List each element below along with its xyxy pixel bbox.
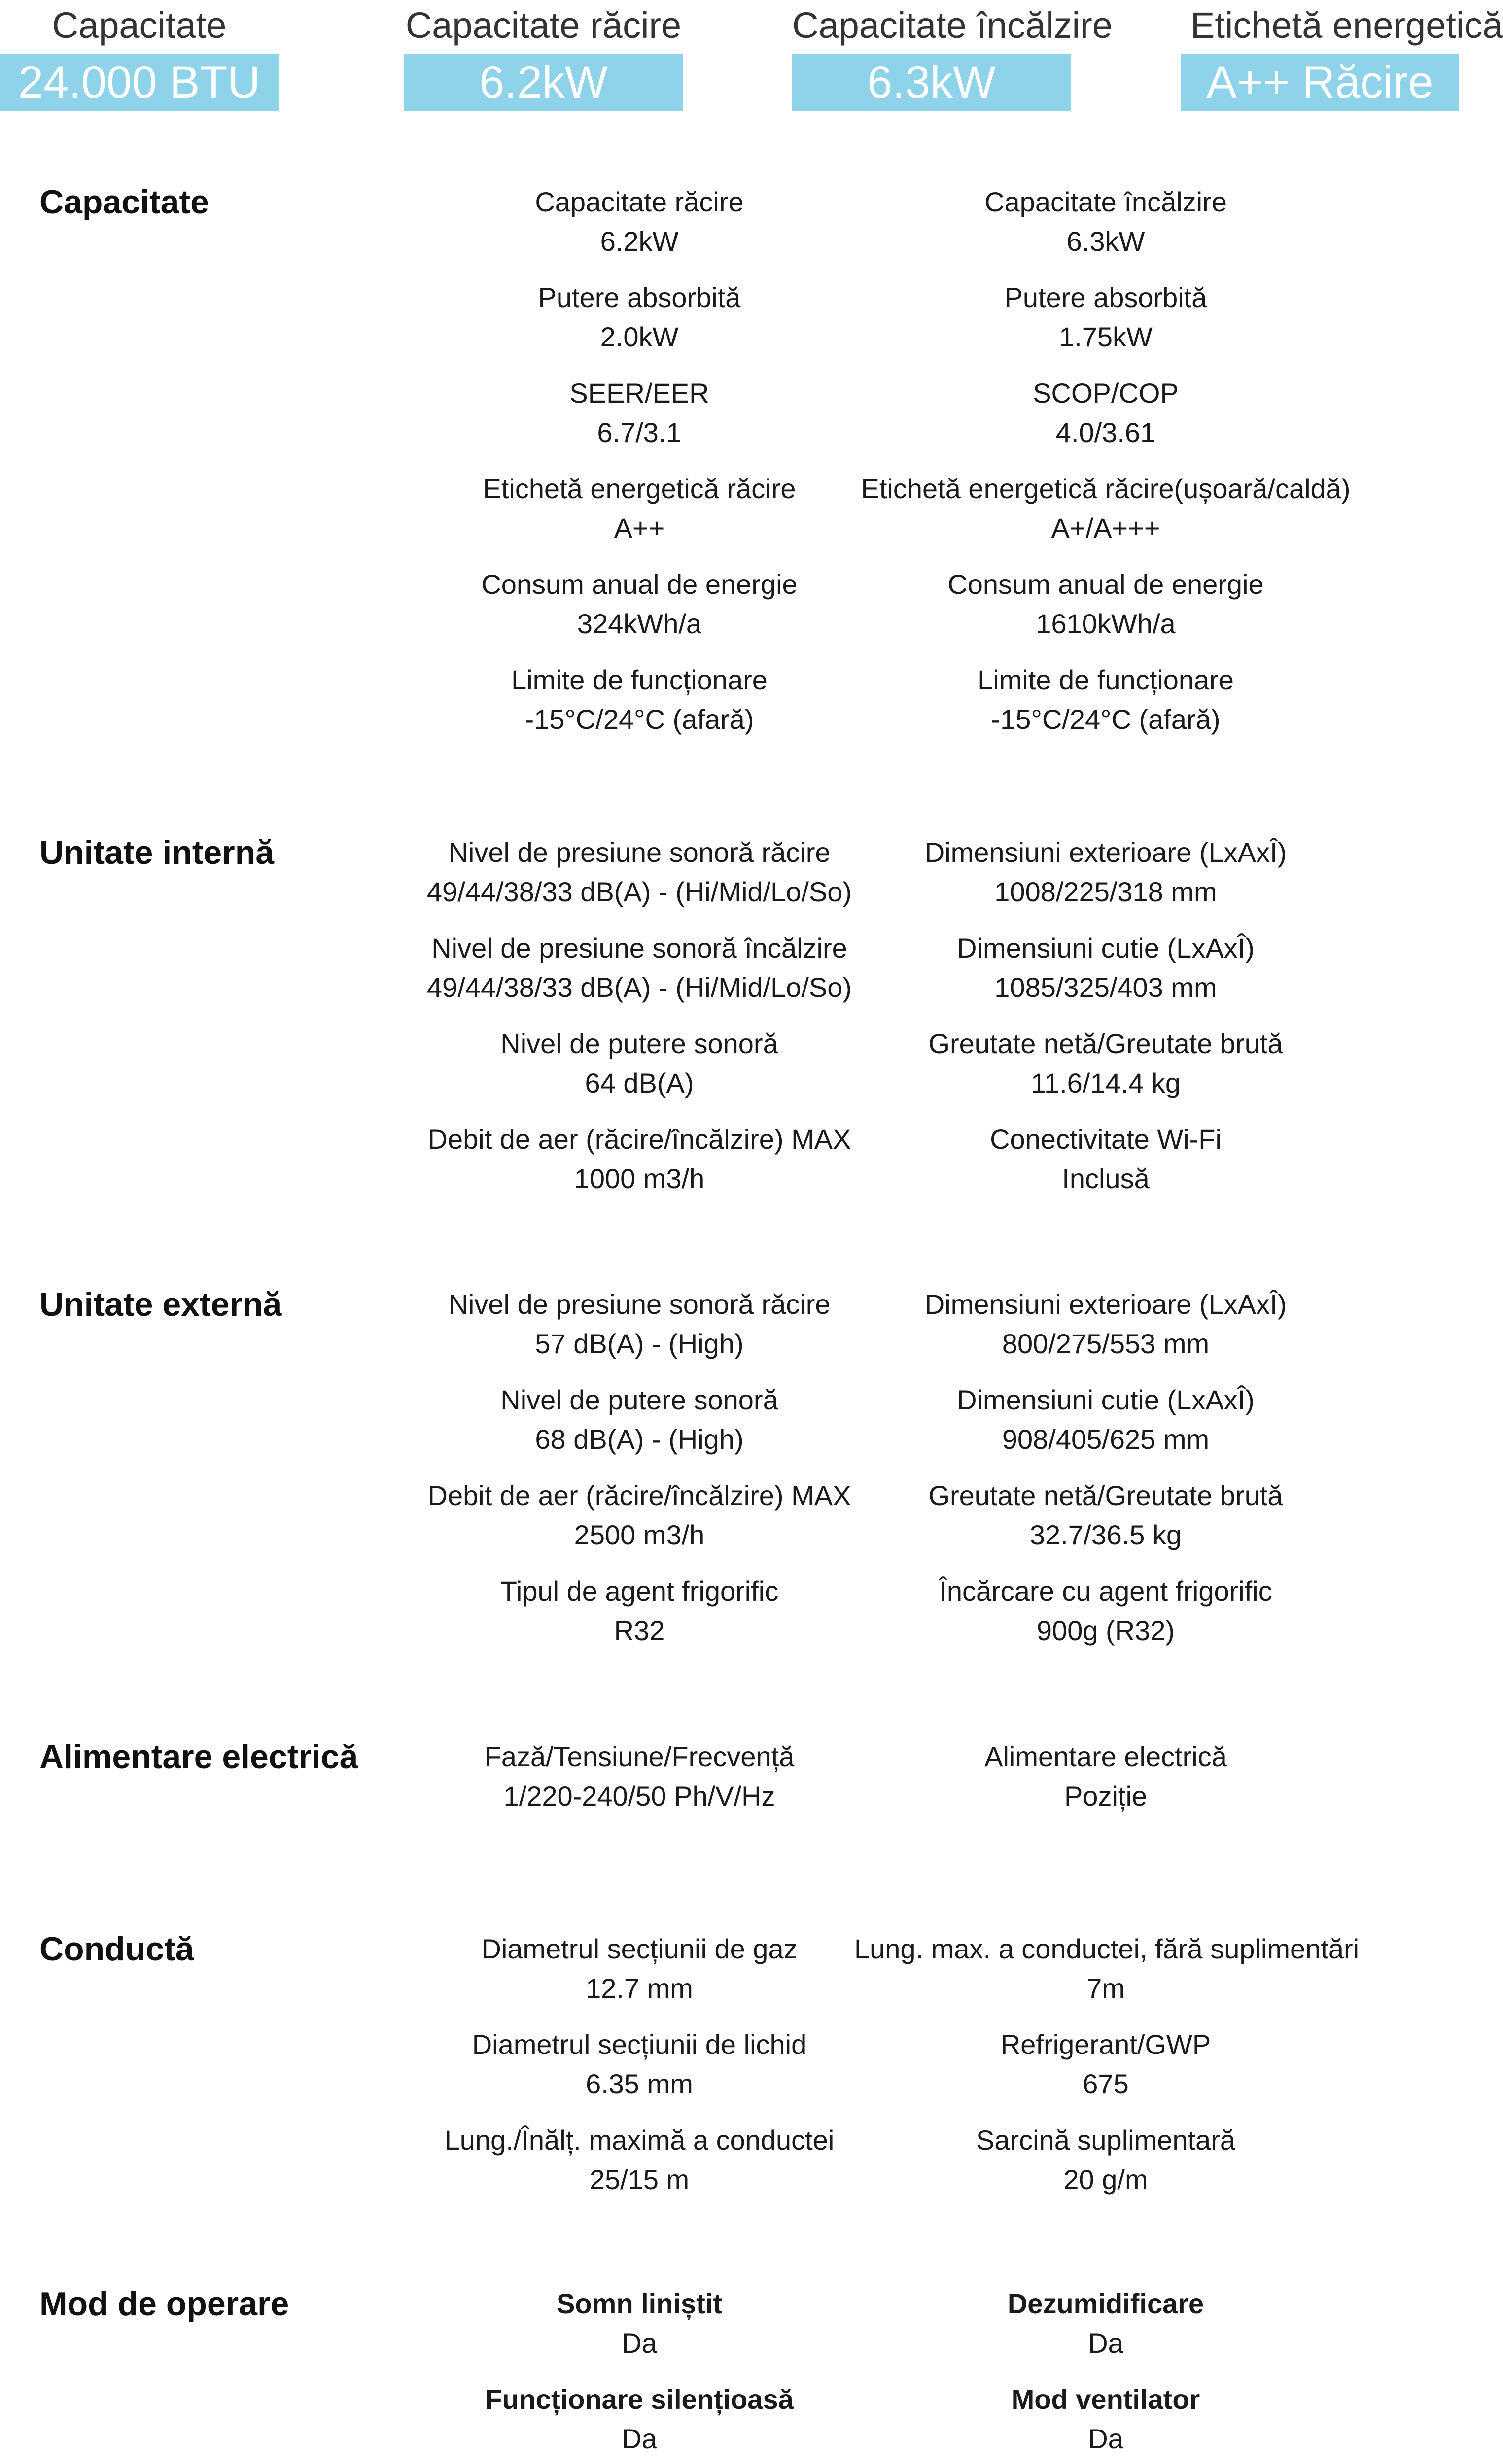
spec-label: Capacitate încălzire	[984, 186, 1227, 217]
spec-item	[854, 1572, 1357, 1667]
spec-label: SCOP/COP	[1033, 377, 1179, 409]
spec-label: Refrigerant/GWP	[1000, 2029, 1211, 2060]
spec-item	[854, 469, 1357, 565]
spec-label: Conectivitate Wi-Fi	[990, 1124, 1222, 1155]
spec-item	[388, 1380, 891, 1476]
spec-column-right	[854, 182, 1357, 756]
spec-value: Da	[1088, 2327, 1123, 2359]
spec-value: 1085/325/403 mm	[994, 972, 1217, 1003]
spec-item	[388, 278, 891, 374]
spec-value: -15°C/24°C (afară)	[991, 704, 1221, 735]
spec-label: Nivel de presiune sonoră răcire	[448, 1289, 831, 1320]
spec-value: 1000 m3/h	[574, 1163, 705, 1194]
spec-label: Nivel de presiune sonoră răcire	[448, 837, 831, 868]
spec-item	[388, 2121, 891, 2216]
spec-item	[388, 182, 891, 278]
spec-item	[854, 565, 1357, 660]
summary-label: Etichetă energetică	[1190, 5, 1503, 46]
spec-column-left	[388, 182, 891, 756]
spec-item	[388, 833, 891, 928]
section-title: Conductă	[39, 1930, 194, 1968]
spec-item	[854, 278, 1357, 374]
spec-label: Etichetă energetică răcire(ușoară/caldă)	[861, 473, 1351, 504]
spec-item	[388, 928, 891, 1024]
spec-item	[854, 1120, 1357, 1215]
spec-value: 12.7 mm	[586, 1973, 693, 2004]
spec-value: 11.6/14.4 kg	[1030, 1067, 1181, 1098]
spec-column-right	[854, 1285, 1357, 1667]
spec-value: Da	[622, 2327, 657, 2359]
spec-label: Lung. max. a conductei, fără suplimentări	[854, 1933, 1360, 1964]
spec-item	[388, 2380, 891, 2464]
spec-item	[854, 2025, 1357, 2121]
spec-value: 49/44/38/33 dB(A) - (Hi/Mid/Lo/So)	[426, 876, 852, 907]
spec-label: Dimensiuni exterioare (LxAxÎ)	[924, 1289, 1287, 1320]
spec-value: A+/A+++	[1051, 513, 1160, 544]
spec-value: 2500 m3/h	[574, 1519, 705, 1550]
summary-value-badge: 6.3kW	[792, 54, 1071, 111]
spec-label: Debit de aer (răcire/încălzire) MAX	[427, 1124, 851, 1155]
spec-value: 7m	[1086, 1973, 1125, 2004]
spec-item	[388, 1476, 891, 1572]
spec-value: 800/275/553 mm	[1002, 1328, 1210, 1359]
spec-value: 675	[1083, 2068, 1129, 2099]
spec-label: Diametrul secțiunii de lichid	[472, 2029, 807, 2060]
spec-label: Etichetă energetică răcire	[483, 473, 796, 504]
spec-column-left	[388, 833, 891, 1215]
spec-label: Limite de funcționare	[978, 664, 1234, 695]
spec-item	[854, 374, 1357, 469]
spec-label: Dimensiuni exterioare (LxAxÎ)	[924, 837, 1287, 868]
spec-value: 324kWh/a	[577, 608, 702, 639]
spec-item	[388, 1024, 891, 1120]
spec-label: Greutate netă/Greutate brută	[928, 1480, 1283, 1511]
spec-item	[854, 1024, 1357, 1120]
spec-value: 25/15 m	[589, 2164, 690, 2195]
spec-item	[854, 1737, 1357, 1833]
spec-value: 900g (R32)	[1036, 1615, 1175, 1646]
spec-item	[388, 1120, 891, 1215]
spec-column-right	[854, 1737, 1357, 1833]
summary-capacitate	[0, 0, 279, 111]
spec-item	[388, 1737, 891, 1833]
spec-value: -15°C/24°C (afară)	[524, 704, 754, 735]
summary-capacitate-incalzire	[792, 0, 1113, 111]
section-title: Unitate internă	[39, 834, 275, 871]
spec-label: Lung./Înălț. maximă a conductei	[444, 2124, 835, 2156]
spec-item	[854, 182, 1357, 278]
spec-value: 32.7/36.5 kg	[1029, 1519, 1182, 1550]
spec-label: SEER/EER	[569, 377, 709, 409]
spec-value: R32	[614, 1615, 665, 1646]
spec-label: Nivel de presiune sonoră încălzire	[431, 932, 847, 963]
summary-label: Capacitate răcire	[405, 5, 682, 46]
spec-value: 6.7/3.1	[597, 417, 682, 448]
summary-capacitate-racire	[404, 0, 683, 111]
summary-value-badge: 24.000 BTU	[0, 54, 279, 111]
spec-label: Greutate netă/Greutate brută	[928, 1028, 1283, 1059]
spec-item	[854, 928, 1357, 1024]
spec-value: 49/44/38/33 dB(A) - (Hi/Mid/Lo/So)	[426, 972, 852, 1003]
spec-value: 68 dB(A) - (High)	[535, 1424, 744, 1455]
spec-label: Funcționare silențioasă	[485, 2384, 794, 2415]
spec-item	[388, 1572, 891, 1667]
spec-item	[388, 374, 891, 469]
spec-label: Dimensiuni cutie (LxAxÎ)	[957, 932, 1255, 963]
spec-item	[854, 2284, 1357, 2380]
spec-label: Sarcină suplimentară	[976, 2124, 1236, 2156]
spec-value: Da	[622, 2423, 657, 2454]
spec-item	[388, 1929, 891, 2025]
spec-item	[854, 2380, 1357, 2464]
spec-label: Dimensiuni cutie (LxAxÎ)	[957, 1384, 1255, 1415]
spec-column-right	[854, 1929, 1360, 2216]
spec-value: 2.0kW	[600, 321, 679, 352]
spec-label: Putere absorbită	[538, 282, 741, 313]
spec-value: 57 dB(A) - (High)	[535, 1328, 744, 1359]
spec-label: Alimentare electrică	[984, 1741, 1227, 1772]
spec-item	[854, 2121, 1357, 2216]
spec-value: 1/220-240/50 Ph/V/Hz	[503, 1780, 775, 1812]
spec-item	[854, 833, 1357, 928]
spec-label: Somn liniștit	[557, 2288, 722, 2319]
spec-value: Da	[1088, 2423, 1123, 2454]
summary-value-badge: 6.2kW	[404, 54, 683, 111]
spec-label: Nivel de putere sonoră	[500, 1384, 778, 1415]
summary-value-badge: A++ Răcire	[1181, 54, 1459, 111]
spec-label: Capacitate răcire	[535, 186, 744, 217]
spec-column-right	[854, 833, 1357, 1215]
spec-value: 1610kWh/a	[1036, 608, 1176, 639]
spec-column-left	[388, 1737, 891, 1833]
section-title: Capacitate	[39, 183, 209, 221]
spec-label: Consum anual de energie	[481, 569, 798, 600]
spec-label: Debit de aer (răcire/încălzire) MAX	[427, 1480, 851, 1511]
spec-column-right	[854, 2284, 1357, 2464]
spec-value: 1.75kW	[1059, 321, 1153, 352]
spec-label: Fază/Tensiune/Frecvență	[484, 1741, 795, 1772]
section-title: Unitate externă	[39, 1286, 282, 1323]
spec-item	[388, 2284, 891, 2380]
spec-value: 6.35 mm	[586, 2068, 693, 2099]
spec-column-left	[388, 1285, 891, 1667]
spec-label: Limite de funcționare	[511, 664, 768, 695]
summary-label: Capacitate	[52, 5, 227, 46]
section-title: Mod de operare	[39, 2285, 289, 2323]
spec-item	[854, 1285, 1357, 1380]
summary-eticheta-energetica	[1181, 0, 1503, 111]
spec-item	[388, 565, 891, 660]
spec-column-left	[388, 1929, 891, 2216]
spec-item	[388, 1285, 891, 1380]
spec-item	[388, 469, 891, 565]
spec-item	[854, 1929, 1360, 2025]
spec-value: 6.3kW	[1066, 226, 1145, 257]
section-title: Alimentare electrică	[39, 1738, 358, 1776]
spec-value: 20 g/m	[1063, 2164, 1148, 2195]
spec-label: Nivel de putere sonoră	[500, 1028, 778, 1059]
summary-strip	[0, 0, 1503, 113]
spec-value: Inclusă	[1062, 1163, 1150, 1194]
spec-item	[854, 1380, 1357, 1476]
spec-item	[854, 1476, 1357, 1572]
spec-item	[388, 660, 891, 756]
spec-value: 4.0/3.61	[1055, 417, 1156, 448]
spec-label: Dezumidificare	[1007, 2288, 1204, 2319]
spec-value: 64 dB(A)	[585, 1067, 694, 1098]
summary-label: Capacitate încălzire	[792, 5, 1113, 46]
spec-value: A++	[614, 513, 665, 544]
spec-value: Poziție	[1064, 1780, 1148, 1812]
spec-column-left	[388, 2284, 891, 2464]
spec-label: Consum anual de energie	[947, 569, 1264, 600]
spec-label: Tipul de agent frigorific	[500, 1575, 779, 1607]
spec-label: Mod ventilator	[1011, 2384, 1200, 2415]
spec-label: Putere absorbită	[1004, 282, 1207, 313]
spec-value: 6.2kW	[600, 226, 679, 257]
spec-item	[854, 660, 1357, 756]
spec-value: 908/405/625 mm	[1002, 1424, 1210, 1455]
spec-item	[388, 2025, 891, 2121]
spec-label: Încărcare cu agent frigorific	[939, 1575, 1272, 1607]
spec-value: 1008/225/318 mm	[994, 876, 1217, 907]
spec-label: Diametrul secțiunii de gaz	[481, 1933, 798, 1964]
